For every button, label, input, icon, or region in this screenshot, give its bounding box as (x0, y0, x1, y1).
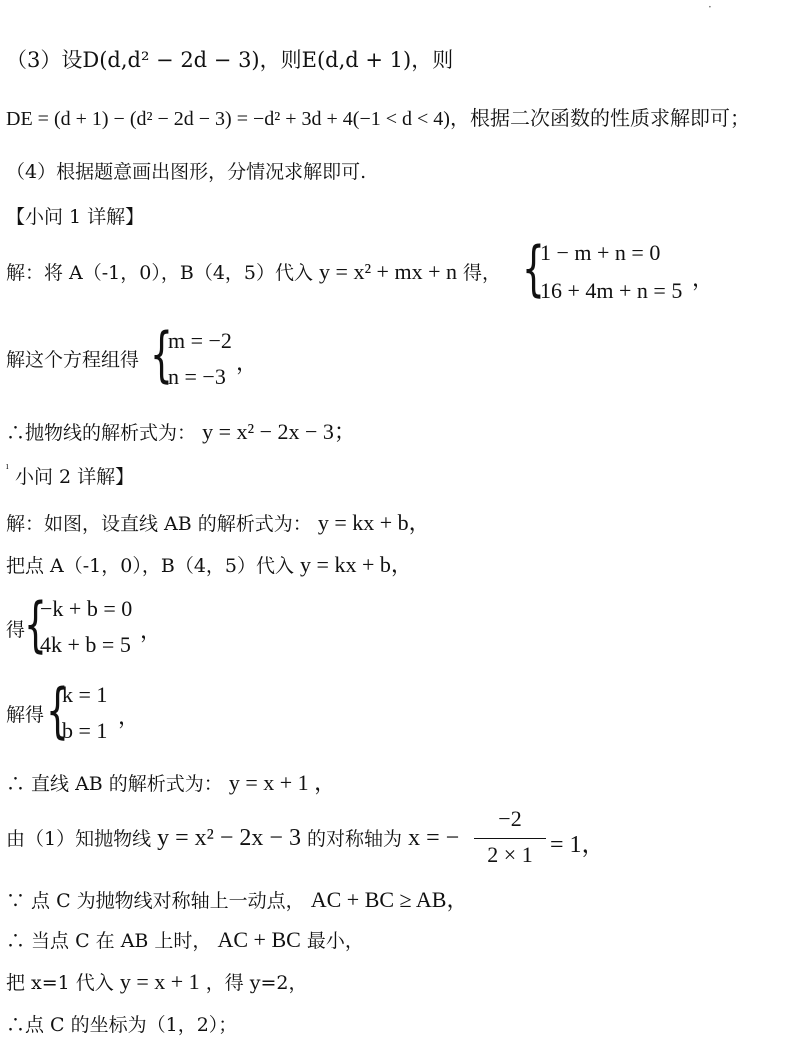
heading-subquestion-2 (6, 462, 134, 489)
brace-system-4: { (46, 676, 69, 746)
text-substitute-ab: 把点 A（-1，0），B（4，5）代入 (6, 555, 294, 577)
text-part3: （3）设D(d,d² − 2d − 3)，则E(d,d + 1)，则 (6, 48, 454, 72)
corner-mark: · (708, 0, 712, 14)
equation-line-general: y = kx + b， (317, 510, 431, 535)
heading-2-mark: ˡ (6, 462, 9, 476)
fraction-denominator: 2 × 1 (487, 842, 533, 867)
text-parabola-result: ∴抛物线的解析式为： (6, 422, 197, 444)
text-get-y: ，得 y=2， (205, 972, 308, 994)
fraction-bar (474, 838, 546, 839)
text-de-2: 得 (6, 619, 26, 641)
heading-subquestion-1 (6, 202, 144, 229)
brace-system-3: { (24, 590, 47, 660)
equation-line-ab-2: y = x + 1 (119, 969, 200, 994)
text-part4: （4）根据题意画出图形，分情况求解即可. (6, 161, 367, 183)
system3-row1: −k + b = 0 (40, 596, 133, 621)
equation-line-general-2: y = kx + b， (300, 552, 413, 577)
equation-parabola-2: y = x² − 2x − 3 (157, 825, 301, 851)
text-line-result: ∴ 直线 AB 的解析式为： (6, 773, 223, 795)
text-substitute: 解：将 A（-1，0），B（4，5）代入 (6, 262, 313, 284)
brace-system-2: { (150, 320, 173, 390)
equation-equals-1: = 1， (550, 832, 606, 858)
line-substitute-ab (6, 548, 413, 579)
text-when-c: ∴ 当点 C 在 AB 上时， (6, 930, 212, 952)
system3-row2: 4k + b = 5 (40, 632, 131, 657)
text-minimum: 最小， (306, 930, 364, 952)
equation-parabola: y = x² − 2x − 3； (202, 419, 356, 444)
line-part3-setup (6, 44, 453, 74)
brace-system-1: { (522, 234, 545, 304)
text-point-c: ∴点 C 的坐标为（1，2）； (6, 1014, 238, 1036)
expression-ac-bc: AC + BC (217, 927, 301, 952)
text-moving-point: ∵ 点 C 为抛物线对称轴上一动点， (6, 890, 305, 912)
system1-row1: 1 − m + n = 0 (540, 240, 661, 265)
system1-row2: 16 + 4m + n = 5 (540, 278, 683, 303)
equation-de: DE = (d + 1) − (d² − 2d − 3) = −d² + 3d + 4(−1 < d < 4)，根据二次函数的性质求解即可； (6, 108, 750, 130)
text-solve: 解这个方程组得 (6, 349, 140, 371)
line-de-expression (6, 102, 750, 131)
text-substitute-x1: 把 x=1 代入 (6, 972, 114, 994)
system1-tail: ， (692, 266, 715, 291)
system4-row1: k = 1 (62, 682, 108, 707)
fraction-numerator: −2 (498, 806, 522, 831)
line-parabola-result (6, 415, 356, 446)
text-solve-2: 解得 (6, 704, 45, 726)
line-set-line-ab (6, 506, 431, 537)
system4-row2: b = 1 (62, 718, 108, 743)
line-substitute-points (6, 258, 501, 285)
line-part4 (6, 157, 366, 184)
text-axis: 的对称轴为 (307, 828, 403, 850)
fraction-axis (474, 806, 546, 866)
line-substitute-x1 (6, 968, 308, 995)
system2-row1: m = −2 (168, 328, 232, 353)
line-system-3 (6, 615, 25, 642)
inequality-ac-bc: AC + BC ≥ AB， (310, 887, 469, 912)
line-solve-system (6, 345, 139, 372)
system3-tail: ， (140, 618, 163, 643)
line-minimum (6, 926, 364, 953)
text-from-1: 由（1）知抛物线 (6, 828, 152, 850)
heading-1-text: 【小问 1 详解】 (6, 206, 145, 228)
system4-tail: ， (118, 704, 141, 729)
text-set-line: 解：如图，设直线 AB 的解析式为： (6, 513, 312, 535)
line-moving-point (6, 883, 468, 914)
line-point-c (6, 1010, 237, 1037)
line-system-4 (6, 700, 44, 727)
text-de: 得， (463, 262, 502, 284)
equation-x-eq: x = − (408, 825, 460, 851)
system2-row2: n = −3 (168, 364, 226, 389)
heading-2-text: 小问 2 详解】 (14, 466, 135, 488)
equation-line-ab: y = x + 1 ， (228, 770, 337, 795)
line-axis-symmetry (6, 824, 459, 852)
equation-parabola-general: y = x² + mx + n (319, 259, 457, 284)
line-line-ab-result (6, 766, 336, 797)
system2-tail: ， (236, 350, 259, 375)
